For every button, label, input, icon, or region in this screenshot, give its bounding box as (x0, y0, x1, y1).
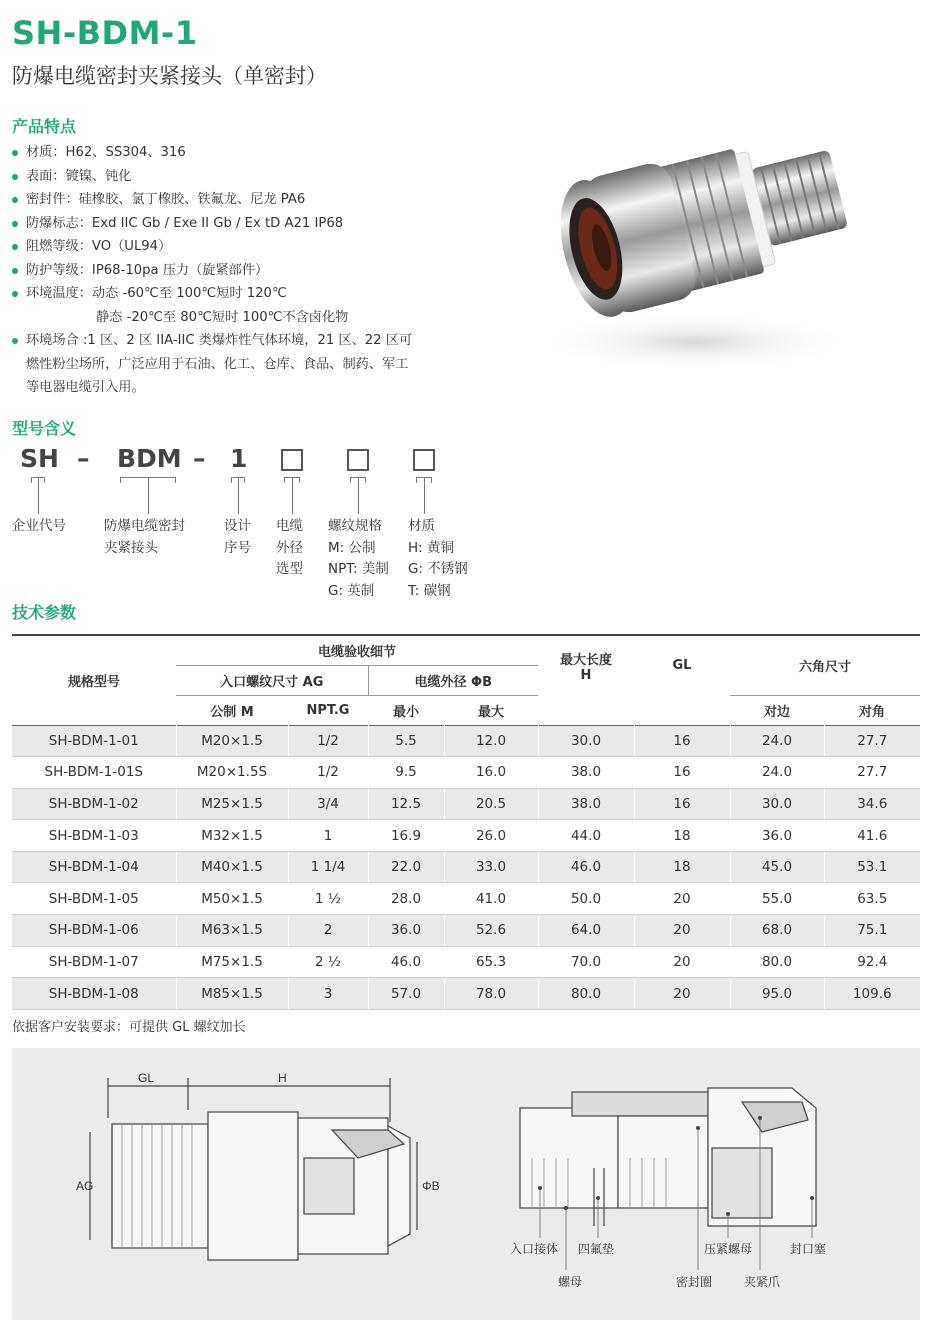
feature-env-cont: 燃性粉尘场所，广泛应用于石油、化工、仓库、食品、制药、军工 (26, 356, 409, 372)
table-row: SH-BDM-1-07 M75×1.5 2 ½ 46.0 65.3 70.0 20 80.0 92.4 (12, 946, 920, 978)
features-list (12, 141, 482, 400)
product-photo (525, 92, 885, 392)
col-length: 最大长度 H (559, 652, 612, 683)
table-row: SH-BDM-1-02 M25×1.5 3/4 12.5 20.5 38.0 16 30.0 34.6 (12, 788, 920, 820)
dim-gl: GL (138, 1071, 155, 1085)
product-subtitle: 防爆电缆密封夹紧接头（单密封） (12, 64, 327, 88)
feature-env-cont: 等电器电缆引入用。 (26, 380, 145, 395)
col-ac: 对角 (858, 704, 885, 720)
table-row: SH-BDM-1-03 M32×1.5 1 16.9 26.0 44.0 18 36.0 41.6 (12, 820, 920, 852)
model-heading: 型号含义 (12, 419, 77, 438)
label-product: 防爆电缆密封 夹紧接头 (104, 518, 185, 556)
col-model: 规格型号 (67, 674, 120, 690)
technical-drawing (12, 1048, 920, 1320)
col-od: 电缆外径 ΦB (368, 665, 538, 695)
left-view (90, 1078, 417, 1260)
code-design: 1 (230, 444, 248, 473)
leader-line (292, 477, 293, 514)
feature-item: 密封件：硅橡胶、氯丁橡胶、铁氟龙、尼龙 PA6 (12, 188, 482, 212)
col-cable: 电缆验收细节 (176, 635, 538, 665)
code-bdm: BDM (117, 444, 182, 473)
table-row: SH-BDM-1-01 M20×1.5 1/2 5.5 12.0 30.0 16 24.0 27.7 (12, 725, 920, 757)
feature-item: 防爆标志：Exd IIC Gb / Exe II Gb / Ex tD A21 IP68 (12, 212, 482, 236)
feature-item: 阻燃等级：VO（UL94） (12, 235, 482, 259)
label-thread: 螺纹规格 M: 公制 NPT: 美制 G: 英制 (328, 518, 389, 599)
feature-item: 环境场合 :1 区、2 区 IIA-IIC 类爆炸性气体环境，21 区、22 区可 (12, 329, 482, 353)
code-box-thread (347, 449, 369, 471)
leader-line (238, 477, 239, 514)
feature-item: 材质：H62、SS304、316 (12, 141, 482, 165)
code-box-material (413, 449, 435, 471)
label-ptfe-washer: 四氟垫 (578, 1242, 615, 1256)
table-row: SH-BDM-1-05 M50×1.5 1 ½ 28.0 41.0 50.0 20 55.0 63.5 (12, 883, 920, 915)
table-row: SH-BDM-1-04 M40×1.5 1 1/4 22.0 33.0 46.0 18 45.0 53.1 (12, 851, 920, 883)
code-sh: SH (20, 444, 59, 473)
code-box-cable (281, 449, 303, 471)
spec-table (12, 634, 920, 1010)
col-gl: GL (672, 658, 692, 673)
dim-h: H (278, 1071, 287, 1085)
col-max: 最大 (477, 704, 504, 720)
label-cable: 电缆 外径 选型 (276, 518, 303, 577)
label-company: 企业代号 (12, 518, 66, 534)
leader-line (424, 477, 425, 514)
specs-heading: 技术参数 (12, 603, 77, 622)
col-af: 对边 (763, 704, 790, 720)
leader-line (358, 477, 359, 514)
features-heading: 产品特点 (12, 117, 77, 136)
table-row: SH-BDM-1-01S M20×1.5S 1/2 9.5 16.0 38.0 16 24.0 27.7 (12, 757, 920, 789)
table-note: 依据客户安装要求：可提供 GL 螺纹加长 (12, 1020, 246, 1035)
table-row: SH-BDM-1-08 M85×1.5 3 57.0 78.0 80.0 20 95.0 109.6 (12, 978, 920, 1010)
col-npt: NPT.G (306, 702, 350, 718)
label-nut: 螺母 (558, 1275, 583, 1289)
feature-item: 环境温度：动态 -60℃至 100℃短时 120℃ (12, 282, 482, 306)
right-view (520, 1088, 816, 1226)
dim-phib: ΦB (422, 1179, 440, 1193)
leader-line (148, 477, 149, 514)
dim-ag: AG (76, 1179, 94, 1193)
label-clamp-claw: 夹紧爪 (744, 1275, 781, 1289)
col-metric: 公制 M (210, 704, 254, 720)
label-design: 设计 序号 (224, 518, 251, 556)
label-material: 材质 H: 黄铜 G: 不锈钢 T: 碳钢 (408, 518, 468, 599)
label-seal-ring: 密封圈 (676, 1275, 713, 1289)
feature-item: 表面：镀镍、钝化 (12, 165, 482, 189)
feature-item: 防护等级：IP68-10pa 压力（旋紧部件） (12, 259, 482, 283)
feature-temp-static: 静态 -20℃至 80℃短时 100℃不含卤化物 (96, 309, 349, 325)
label-compression-nut: 压紧螺母 (704, 1242, 753, 1256)
leader-line (38, 477, 39, 514)
code-dash: – (193, 444, 206, 473)
col-thread: 入口螺纹尺寸 AG (176, 665, 368, 695)
col-hex: 六角尺寸 (730, 635, 920, 695)
table-row: SH-BDM-1-06 M63×1.5 2 36.0 52.6 64.0 20 68.0 75.1 (12, 915, 920, 947)
label-inlet-body: 入口接体 (510, 1242, 559, 1256)
label-sealing-plug: 封口塞 (790, 1242, 827, 1256)
product-title: SH-BDM-1 (12, 14, 198, 52)
col-min: 最小 (392, 704, 419, 720)
code-dash: – (77, 444, 90, 473)
